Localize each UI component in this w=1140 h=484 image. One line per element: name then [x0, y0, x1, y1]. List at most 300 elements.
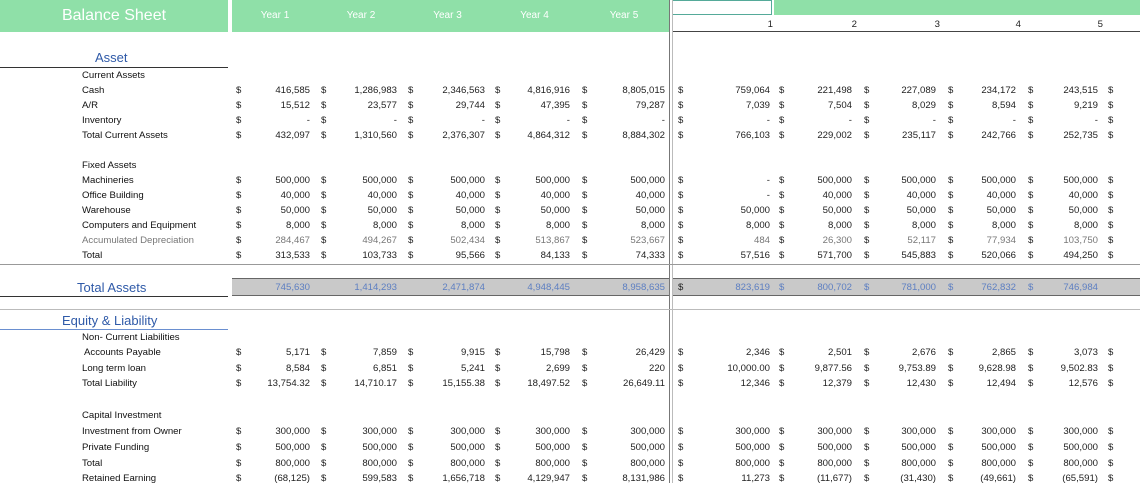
- cell-value[interactable]: 50,000: [740, 205, 770, 216]
- cell-value[interactable]: 4,864,312: [527, 130, 570, 141]
- cell-value[interactable]: -: [1094, 115, 1098, 126]
- cell-value[interactable]: 8,584: [285, 363, 310, 374]
- currency-symbol[interactable]: $: [582, 130, 588, 141]
- cell-value[interactable]: 50,000: [540, 205, 570, 216]
- currency-symbol[interactable]: $: [864, 250, 870, 261]
- currency-symbol[interactable]: $: [864, 100, 870, 111]
- currency-symbol[interactable]: $: [582, 473, 588, 484]
- cell-value[interactable]: 800,000: [630, 458, 665, 469]
- year-header-2[interactable]: Year 2: [318, 0, 405, 32]
- cell-value[interactable]: 781,000: [901, 282, 936, 293]
- currency-symbol[interactable]: $: [1028, 115, 1034, 126]
- cell-value[interactable]: 12,379: [822, 378, 852, 389]
- cell-value[interactable]: 520,066: [981, 250, 1016, 261]
- currency-symbol[interactable]: $: [236, 175, 242, 186]
- cell-value[interactable]: 12,430: [906, 378, 936, 389]
- cell-value[interactable]: 29,744: [455, 100, 485, 111]
- cell-value[interactable]: 8,029: [911, 100, 936, 111]
- currency-symbol[interactable]: $: [236, 363, 242, 374]
- cell-value[interactable]: 4,129,947: [527, 473, 570, 484]
- cell-value[interactable]: 300,000: [981, 426, 1016, 437]
- cell-value[interactable]: (65,591): [1062, 473, 1098, 484]
- year-header-1[interactable]: Year 1: [232, 0, 319, 32]
- right-col-header-3[interactable]: 3: [934, 19, 940, 30]
- cell-value[interactable]: 2,676: [911, 347, 936, 358]
- cell-value[interactable]: 40,000: [540, 190, 570, 201]
- currency-symbol[interactable]: $: [408, 473, 414, 484]
- currency-symbol[interactable]: $: [779, 473, 785, 484]
- currency-symbol[interactable]: $: [948, 220, 954, 231]
- currency-symbol[interactable]: $: [779, 130, 785, 141]
- currency-symbol[interactable]: $: [495, 442, 501, 453]
- cell-value[interactable]: 800,000: [275, 458, 310, 469]
- currency-symbol[interactable]: $: [1028, 378, 1034, 389]
- cell-value[interactable]: 300,000: [1063, 426, 1098, 437]
- cell-value[interactable]: 229,002: [817, 130, 852, 141]
- cell-value[interactable]: 8,000: [460, 220, 485, 231]
- cell-value[interactable]: 4,816,916: [527, 85, 570, 96]
- currency-symbol[interactable]: $: [321, 458, 327, 469]
- cell-value[interactable]: 800,000: [735, 458, 770, 469]
- cell-value[interactable]: 84,133: [540, 250, 570, 261]
- cell-value[interactable]: (11,677): [816, 473, 852, 484]
- cell-value[interactable]: 40,000: [822, 190, 852, 201]
- cell-value[interactable]: 2,376,307: [442, 130, 485, 141]
- cell-value[interactable]: 500,000: [1063, 175, 1098, 186]
- currency-symbol[interactable]: $: [678, 426, 684, 437]
- cell-value[interactable]: 2,699: [545, 363, 570, 374]
- cell-value[interactable]: 8,000: [372, 220, 397, 231]
- cell-value[interactable]: (31,430): [900, 473, 936, 484]
- cell-value[interactable]: 8,958,635: [622, 282, 665, 293]
- currency-symbol[interactable]: $: [948, 175, 954, 186]
- cell-value[interactable]: 571,700: [817, 250, 852, 261]
- currency-symbol[interactable]: $: [495, 473, 501, 484]
- currency-symbol[interactable]: $: [582, 220, 588, 231]
- currency-symbol[interactable]: $: [1108, 347, 1114, 358]
- cell-value[interactable]: 8,000: [745, 220, 770, 231]
- cell-value[interactable]: 227,089: [901, 85, 936, 96]
- cell-value[interactable]: 9,877.56: [814, 363, 852, 374]
- cell-value[interactable]: -: [766, 190, 770, 201]
- cell-value[interactable]: 2,471,874: [442, 282, 485, 293]
- currency-symbol[interactable]: $: [948, 426, 954, 437]
- currency-symbol[interactable]: $: [1028, 205, 1034, 216]
- cell-value[interactable]: 500,000: [901, 442, 936, 453]
- currency-symbol[interactable]: $: [321, 378, 327, 389]
- cell-value[interactable]: 5,241: [460, 363, 485, 374]
- currency-symbol[interactable]: $: [1108, 115, 1114, 126]
- cell-value[interactable]: 800,000: [901, 458, 936, 469]
- currency-symbol[interactable]: $: [779, 115, 785, 126]
- currency-symbol[interactable]: $: [236, 378, 242, 389]
- currency-symbol[interactable]: $: [495, 205, 501, 216]
- currency-symbol[interactable]: $: [678, 235, 684, 246]
- currency-symbol[interactable]: $: [495, 250, 501, 261]
- cell-value[interactable]: 500,000: [362, 442, 397, 453]
- currency-symbol[interactable]: $: [408, 442, 414, 453]
- cell-value[interactable]: 12,576: [1068, 378, 1098, 389]
- currency-symbol[interactable]: $: [236, 458, 242, 469]
- currency-symbol[interactable]: $: [321, 473, 327, 484]
- cell-value[interactable]: 40,000: [986, 190, 1016, 201]
- cell-value[interactable]: 1,310,560: [354, 130, 397, 141]
- cell-value[interactable]: 484: [753, 235, 770, 246]
- currency-symbol[interactable]: $: [1108, 220, 1114, 231]
- currency-symbol[interactable]: $: [495, 363, 501, 374]
- currency-symbol[interactable]: $: [864, 85, 870, 96]
- currency-symbol[interactable]: $: [678, 175, 684, 186]
- cell-value[interactable]: 243,515: [1063, 85, 1098, 96]
- currency-symbol[interactable]: $: [495, 100, 501, 111]
- currency-symbol[interactable]: $: [864, 130, 870, 141]
- currency-symbol[interactable]: $: [582, 426, 588, 437]
- currency-symbol[interactable]: $: [678, 190, 684, 201]
- currency-symbol[interactable]: $: [1028, 175, 1034, 186]
- cell-value[interactable]: 500,000: [735, 442, 770, 453]
- cell-value[interactable]: 800,702: [817, 282, 852, 293]
- currency-symbol[interactable]: $: [495, 378, 501, 389]
- currency-symbol[interactable]: $: [948, 442, 954, 453]
- currency-symbol[interactable]: $: [321, 347, 327, 358]
- currency-symbol[interactable]: $: [948, 347, 954, 358]
- cell-value[interactable]: 12,494: [986, 378, 1016, 389]
- currency-symbol[interactable]: $: [1108, 250, 1114, 261]
- currency-symbol[interactable]: $: [582, 363, 588, 374]
- currency-symbol[interactable]: $: [408, 175, 414, 186]
- currency-symbol[interactable]: $: [408, 363, 414, 374]
- currency-symbol[interactable]: $: [408, 235, 414, 246]
- cell-value[interactable]: 494,267: [362, 235, 397, 246]
- cell-value[interactable]: 234,172: [981, 85, 1016, 96]
- cell-value[interactable]: 500,000: [817, 175, 852, 186]
- currency-symbol[interactable]: $: [678, 378, 684, 389]
- currency-symbol[interactable]: $: [779, 442, 785, 453]
- cell-value[interactable]: 4,948,445: [527, 282, 570, 293]
- currency-symbol[interactable]: $: [948, 130, 954, 141]
- currency-symbol[interactable]: $: [236, 235, 242, 246]
- cell-value[interactable]: 500,000: [630, 175, 665, 186]
- currency-symbol[interactable]: $: [864, 363, 870, 374]
- currency-symbol[interactable]: $: [948, 190, 954, 201]
- currency-symbol[interactable]: $: [408, 220, 414, 231]
- currency-symbol[interactable]: $: [495, 85, 501, 96]
- currency-symbol[interactable]: $: [1028, 220, 1034, 231]
- currency-symbol[interactable]: $: [582, 442, 588, 453]
- currency-symbol[interactable]: $: [1108, 235, 1114, 246]
- currency-symbol[interactable]: $: [864, 220, 870, 231]
- currency-symbol[interactable]: $: [582, 458, 588, 469]
- currency-symbol[interactable]: $: [321, 426, 327, 437]
- currency-symbol[interactable]: $: [1108, 363, 1114, 374]
- currency-symbol[interactable]: $: [321, 363, 327, 374]
- cell-value[interactable]: 762,832: [981, 282, 1016, 293]
- currency-symbol[interactable]: $: [948, 100, 954, 111]
- currency-symbol[interactable]: $: [948, 282, 954, 293]
- cell-value[interactable]: 1,286,983: [354, 85, 397, 96]
- currency-symbol[interactable]: $: [321, 85, 327, 96]
- currency-symbol[interactable]: $: [236, 205, 242, 216]
- cell-value[interactable]: 800,000: [981, 458, 1016, 469]
- cell-value[interactable]: 9,502.83: [1060, 363, 1098, 374]
- currency-symbol[interactable]: $: [864, 190, 870, 201]
- currency-symbol[interactable]: $: [1108, 175, 1114, 186]
- cell-value[interactable]: 523,667: [630, 235, 665, 246]
- cell-value[interactable]: (68,125): [274, 473, 310, 484]
- cell-value[interactable]: 252,735: [1063, 130, 1098, 141]
- cell-value[interactable]: 8,000: [911, 220, 936, 231]
- currency-symbol[interactable]: $: [779, 363, 785, 374]
- currency-symbol[interactable]: $: [408, 205, 414, 216]
- year-header-4[interactable]: Year 4: [491, 0, 579, 32]
- cell-value[interactable]: 500,000: [450, 442, 485, 453]
- currency-symbol[interactable]: $: [408, 458, 414, 469]
- year-header-3[interactable]: Year 3: [404, 0, 492, 32]
- cell-value[interactable]: 800,000: [362, 458, 397, 469]
- cell-value[interactable]: 500,000: [817, 442, 852, 453]
- cell-value[interactable]: 300,000: [630, 426, 665, 437]
- cell-value[interactable]: 300,000: [450, 426, 485, 437]
- cell-value[interactable]: 545,883: [901, 250, 936, 261]
- currency-symbol[interactable]: $: [321, 442, 327, 453]
- currency-symbol[interactable]: $: [864, 458, 870, 469]
- currency-symbol[interactable]: $: [948, 458, 954, 469]
- currency-symbol[interactable]: $: [1108, 205, 1114, 216]
- currency-symbol[interactable]: $: [678, 282, 684, 293]
- cell-value[interactable]: 313,533: [275, 250, 310, 261]
- currency-symbol[interactable]: $: [678, 363, 684, 374]
- currency-symbol[interactable]: $: [864, 378, 870, 389]
- currency-symbol[interactable]: $: [408, 250, 414, 261]
- currency-symbol[interactable]: $: [779, 220, 785, 231]
- cell-value[interactable]: 1,414,293: [354, 282, 397, 293]
- cell-value[interactable]: 6,851: [372, 363, 397, 374]
- right-col-header-5[interactable]: 5: [1097, 19, 1103, 30]
- cell-value[interactable]: 500,000: [535, 175, 570, 186]
- currency-symbol[interactable]: $: [948, 205, 954, 216]
- cell-value[interactable]: 746,984: [1063, 282, 1098, 293]
- currency-symbol[interactable]: $: [678, 115, 684, 126]
- currency-symbol[interactable]: $: [408, 347, 414, 358]
- currency-symbol[interactable]: $: [1108, 85, 1114, 96]
- cell-value[interactable]: 11,273: [741, 473, 770, 484]
- cell-value[interactable]: 235,117: [902, 130, 936, 141]
- currency-symbol[interactable]: $: [779, 85, 785, 96]
- cell-value[interactable]: 14,710.17: [354, 378, 397, 389]
- currency-symbol[interactable]: $: [1028, 458, 1034, 469]
- cell-value[interactable]: 300,000: [817, 426, 852, 437]
- currency-symbol[interactable]: $: [1028, 130, 1034, 141]
- currency-symbol[interactable]: $: [678, 347, 684, 358]
- cell-value[interactable]: 500,000: [630, 442, 665, 453]
- currency-symbol[interactable]: $: [321, 235, 327, 246]
- currency-symbol[interactable]: $: [1108, 100, 1114, 111]
- cell-value[interactable]: 300,000: [901, 426, 936, 437]
- cell-value[interactable]: 800,000: [450, 458, 485, 469]
- cell-value[interactable]: 500,000: [901, 175, 936, 186]
- cell-value[interactable]: 15,155.38: [442, 378, 485, 389]
- currency-symbol[interactable]: $: [321, 100, 327, 111]
- currency-symbol[interactable]: $: [1108, 442, 1114, 453]
- cell-value[interactable]: 823,619: [735, 282, 770, 293]
- cell-value[interactable]: 15,798: [540, 347, 570, 358]
- cell-value[interactable]: -: [481, 115, 485, 126]
- currency-symbol[interactable]: $: [864, 347, 870, 358]
- currency-symbol[interactable]: $: [678, 458, 684, 469]
- selected-header-cell[interactable]: [672, 0, 772, 15]
- cell-value[interactable]: 300,000: [535, 426, 570, 437]
- currency-symbol[interactable]: $: [582, 205, 588, 216]
- cell-value[interactable]: 12,346: [740, 378, 770, 389]
- cell-value[interactable]: 800,000: [817, 458, 852, 469]
- currency-symbol[interactable]: $: [678, 220, 684, 231]
- currency-symbol[interactable]: $: [864, 426, 870, 437]
- cell-value[interactable]: 15,512: [280, 100, 310, 111]
- currency-symbol[interactable]: $: [678, 85, 684, 96]
- cell-value[interactable]: 52,117: [907, 235, 936, 246]
- currency-symbol[interactable]: $: [948, 235, 954, 246]
- cell-value[interactable]: 7,039: [745, 100, 770, 111]
- currency-symbol[interactable]: $: [321, 115, 327, 126]
- currency-symbol[interactable]: $: [408, 130, 414, 141]
- currency-symbol[interactable]: $: [236, 115, 242, 126]
- currency-symbol[interactable]: $: [779, 175, 785, 186]
- cell-value[interactable]: -: [766, 175, 770, 186]
- currency-symbol[interactable]: $: [408, 100, 414, 111]
- cell-value[interactable]: 50,000: [367, 205, 397, 216]
- cell-value[interactable]: 500,000: [450, 175, 485, 186]
- currency-symbol[interactable]: $: [1028, 250, 1034, 261]
- currency-symbol[interactable]: $: [495, 115, 501, 126]
- cell-value[interactable]: 40,000: [280, 190, 310, 201]
- cell-value[interactable]: 500,000: [362, 175, 397, 186]
- currency-symbol[interactable]: $: [864, 235, 870, 246]
- cell-value[interactable]: 8,000: [285, 220, 310, 231]
- currency-symbol[interactable]: $: [779, 378, 785, 389]
- currency-symbol[interactable]: $: [864, 442, 870, 453]
- cell-value[interactable]: 50,000: [455, 205, 485, 216]
- currency-symbol[interactable]: $: [1028, 85, 1034, 96]
- currency-symbol[interactable]: $: [678, 442, 684, 453]
- currency-symbol[interactable]: $: [1108, 426, 1114, 437]
- currency-symbol[interactable]: $: [408, 190, 414, 201]
- cell-value[interactable]: 759,064: [735, 85, 770, 96]
- cell-value[interactable]: 800,000: [1063, 458, 1098, 469]
- currency-symbol[interactable]: $: [321, 175, 327, 186]
- currency-symbol[interactable]: $: [678, 473, 684, 484]
- currency-symbol[interactable]: $: [864, 175, 870, 186]
- currency-symbol[interactable]: $: [582, 347, 588, 358]
- cell-value[interactable]: 40,000: [635, 190, 665, 201]
- currency-symbol[interactable]: $: [495, 426, 501, 437]
- cell-value[interactable]: 40,000: [455, 190, 485, 201]
- currency-symbol[interactable]: $: [321, 130, 327, 141]
- cell-value[interactable]: -: [661, 115, 665, 126]
- currency-symbol[interactable]: $: [948, 250, 954, 261]
- currency-symbol[interactable]: $: [236, 426, 242, 437]
- cell-value[interactable]: 7,859: [372, 347, 397, 358]
- right-col-header-4[interactable]: 4: [1015, 19, 1021, 30]
- cell-value[interactable]: 50,000: [986, 205, 1016, 216]
- currency-symbol[interactable]: $: [236, 85, 242, 96]
- currency-symbol[interactable]: $: [678, 205, 684, 216]
- cell-value[interactable]: 40,000: [367, 190, 397, 201]
- currency-symbol[interactable]: $: [582, 190, 588, 201]
- currency-symbol[interactable]: $: [236, 130, 242, 141]
- currency-symbol[interactable]: $: [779, 282, 785, 293]
- cell-value[interactable]: 500,000: [981, 175, 1016, 186]
- currency-symbol[interactable]: $: [236, 347, 242, 358]
- currency-symbol[interactable]: $: [948, 473, 954, 484]
- currency-symbol[interactable]: $: [864, 115, 870, 126]
- currency-symbol[interactable]: $: [1108, 130, 1114, 141]
- cell-value[interactable]: 50,000: [280, 205, 310, 216]
- currency-symbol[interactable]: $: [495, 458, 501, 469]
- currency-symbol[interactable]: $: [678, 130, 684, 141]
- cell-value[interactable]: 26,300: [822, 235, 852, 246]
- currency-symbol[interactable]: $: [582, 235, 588, 246]
- currency-symbol[interactable]: $: [1108, 378, 1114, 389]
- currency-symbol[interactable]: $: [779, 190, 785, 201]
- currency-symbol[interactable]: $: [495, 190, 501, 201]
- cell-value[interactable]: -: [306, 115, 310, 126]
- cell-value[interactable]: 800,000: [535, 458, 570, 469]
- cell-value[interactable]: 5,171: [285, 347, 310, 358]
- cell-value[interactable]: 500,000: [275, 442, 310, 453]
- currency-symbol[interactable]: $: [1028, 347, 1034, 358]
- currency-symbol[interactable]: $: [1028, 100, 1034, 111]
- currency-symbol[interactable]: $: [582, 100, 588, 111]
- cell-value[interactable]: 8,000: [640, 220, 665, 231]
- cell-value[interactable]: 300,000: [362, 426, 397, 437]
- cell-value[interactable]: 77,934: [986, 235, 1016, 246]
- currency-symbol[interactable]: $: [779, 347, 785, 358]
- currency-symbol[interactable]: $: [321, 220, 327, 231]
- currency-symbol[interactable]: $: [582, 378, 588, 389]
- cell-value[interactable]: 18,497.52: [527, 378, 570, 389]
- cell-value[interactable]: 13,754.32: [267, 378, 310, 389]
- currency-symbol[interactable]: $: [779, 458, 785, 469]
- cell-value[interactable]: 40,000: [906, 190, 936, 201]
- cell-value[interactable]: -: [566, 115, 570, 126]
- cell-value[interactable]: 50,000: [635, 205, 665, 216]
- cell-value[interactable]: 300,000: [275, 426, 310, 437]
- currency-symbol[interactable]: $: [1108, 458, 1114, 469]
- currency-symbol[interactable]: $: [495, 130, 501, 141]
- cell-value[interactable]: 8,000: [991, 220, 1016, 231]
- cell-value[interactable]: 513,867: [535, 235, 570, 246]
- cell-value[interactable]: (49,661): [980, 473, 1016, 484]
- currency-symbol[interactable]: $: [236, 250, 242, 261]
- cell-value[interactable]: 74,333: [635, 250, 665, 261]
- currency-symbol[interactable]: $: [948, 363, 954, 374]
- currency-symbol[interactable]: $: [948, 85, 954, 96]
- cell-value[interactable]: 26,429: [635, 347, 665, 358]
- cell-value[interactable]: 50,000: [906, 205, 936, 216]
- cell-value[interactable]: 284,467: [275, 235, 310, 246]
- cell-value[interactable]: 500,000: [981, 442, 1016, 453]
- cell-value[interactable]: 2,346: [745, 347, 770, 358]
- cell-value[interactable]: 26,649.11: [623, 378, 665, 389]
- currency-symbol[interactable]: $: [678, 250, 684, 261]
- currency-symbol[interactable]: $: [408, 85, 414, 96]
- currency-symbol[interactable]: $: [864, 282, 870, 293]
- currency-symbol[interactable]: $: [1028, 282, 1034, 293]
- currency-symbol[interactable]: $: [236, 442, 242, 453]
- cell-value[interactable]: 57,516: [740, 250, 770, 261]
- currency-symbol[interactable]: $: [236, 473, 242, 484]
- currency-symbol[interactable]: $: [236, 220, 242, 231]
